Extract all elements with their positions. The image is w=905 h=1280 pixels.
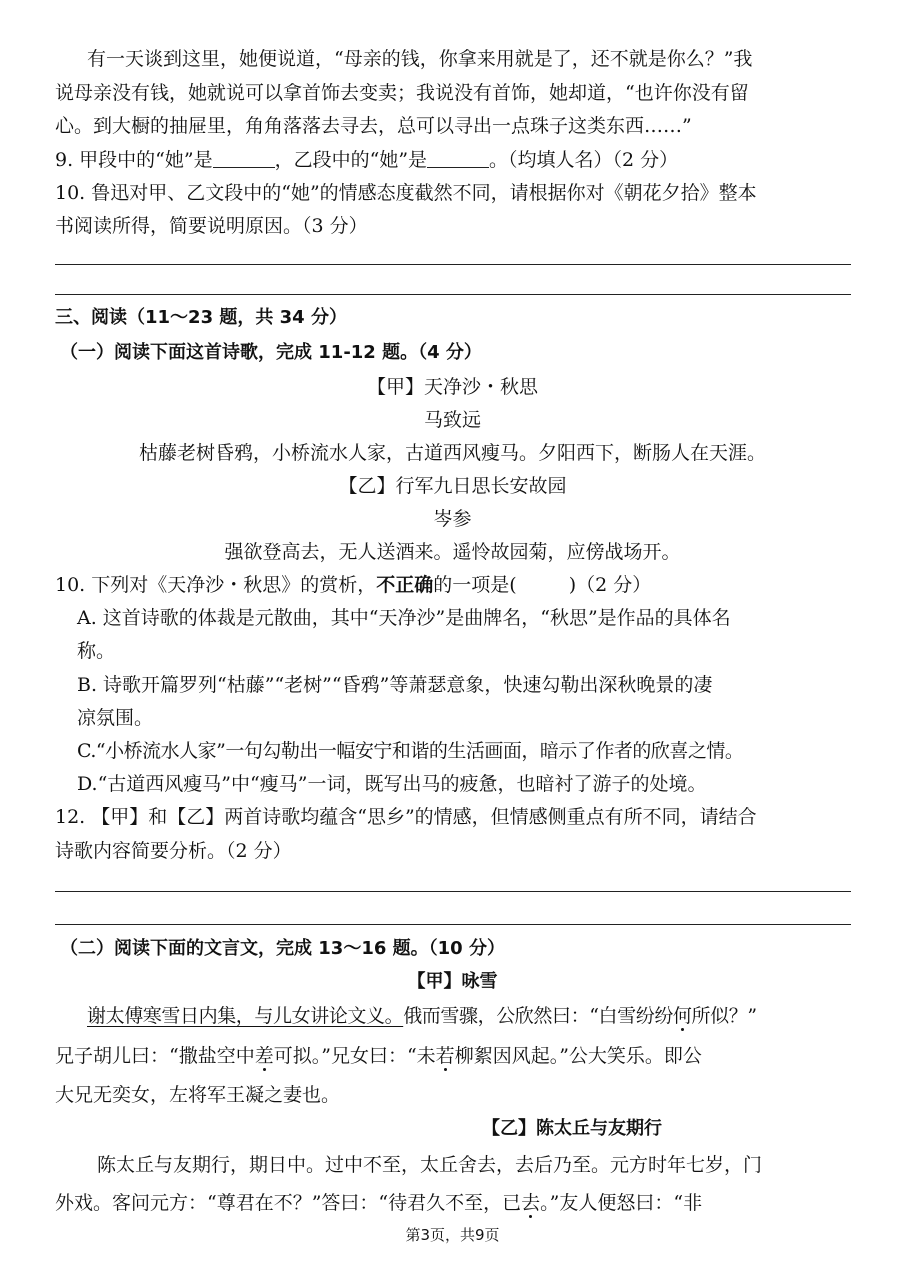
option-d: D.“古道西风瘦马”中“瘦马”一词，既写出马的疲惫，也暗衬了游子的处境。 [77,773,707,795]
question-9 [55,147,678,173]
text-a-line-2 [55,1043,702,1069]
text-a-line-1 [87,1003,757,1029]
text-a-title: 【甲】咏雪 [407,971,498,992]
answer-line-q10-2[interactable] [55,294,851,295]
poem-b-title: 【乙】行军九日思长安故园 [338,475,567,497]
text-a-line-1-pre: 俄而雪骤，公欣然曰：“白雪纷纷 [403,1005,673,1027]
page-number: 第3页，共9页 [405,1226,500,1244]
text-a-line-2-pre: 兄子胡儿曰：“撒盐空中 [55,1045,255,1067]
question-11-stem-mid: 的一项是( [433,574,517,596]
dotted-char-qu: 去 [521,1192,541,1214]
underlined-sentence: 谢太傅寒雪日内集，与儿女讲论文义。 [87,1005,404,1027]
answer-line-q10-1[interactable] [55,264,851,265]
text-a-line-1-post: 所似？” [691,1005,757,1027]
question-11-stem-pre: 10. 下列对《天净沙・秋思》的赏析， [55,574,377,596]
text-a-line-2-post: 柳絮因风起。”公大笑乐。即公 [454,1045,702,1067]
option-a-line-1: A. 这首诗歌的体裁是元散曲，其中“天净沙”是曲牌名，“秋思”是作品的具体名 [77,607,731,629]
poem-a-text: 枯藤老树昏鸦，小桥流水人家，古道西风瘦马。夕阳西下，断肠人在天涯。 [138,442,766,464]
text-b-title: 【乙】陈太丘与友期行 [482,1118,662,1139]
question-12-line-1: 12. 【甲】和【乙】两首诗歌均蕴含“思乡”的情感，但情感侧重点有所不同，请结合 [55,806,757,828]
option-c: C.“小桥流水人家”一句勾勒出一幅安宁和谐的生活画面，暗示了作者的欣喜之情。 [77,740,744,762]
poem-b-author: 岑参 [433,508,472,530]
question-12-line-2: 诗歌内容简要分析。（2 分） [55,840,292,862]
part-1-heading: （一）阅读下面这首诗歌，完成 11-12 题。（4 分） [60,342,482,363]
text-a-line-2-mid: 可拟。”兄女曰：“未 [273,1045,436,1067]
text-a-line-3: 大兄无奕女，左将军王凝之妻也。 [55,1084,341,1106]
text-b-line-2 [55,1190,702,1216]
text-b-line-1: 陈太丘与友期行，期日中。过中不至，太丘舍去，去后乃至。元方时年七岁，门 [97,1154,763,1176]
section-3-heading: 三、阅读（11～23 题，共 34 分） [55,307,347,328]
question-11-stem-post: )（2 分） [568,574,652,596]
question-9-part-3: 。（均填人名）（2 分） [489,149,679,171]
text-b-line-2-post: 。”友人便怒曰：“非 [540,1192,703,1214]
question-9-part-1: 9. 甲段中的“她”是 [55,149,213,171]
passage-line-3: 心。到大橱的抽屉里，角角落落去寻去，总可以寻出一点珠子这类东西……” [55,115,692,137]
poem-a-title: 【甲】天净沙・秋思 [366,376,538,398]
answer-line-q12-2[interactable] [55,924,851,925]
question-9-part-2: ，乙段中的“她”是 [274,149,428,171]
dotted-char-cha: 差 [254,1045,274,1067]
dotted-char-he: 何 [672,1005,692,1027]
option-b-line-2: 凉氛围。 [77,707,154,729]
passage-line-1: 有一天谈到这里，她便说道，“母亲的钱，你拿来用就是了，还不就是你么？”我 [87,48,753,70]
option-a-line-2: 称。 [77,640,116,662]
answer-blank-2[interactable] [427,149,489,168]
answer-blank-1[interactable] [213,149,275,168]
question-11-stem-bold: 不正确 [376,574,434,596]
option-b-line-1: B. 诗歌开篇罗列“枯藤”“老树”“昏鸦”等萧瑟意象，快速勾勒出深秋晚景的凄 [77,674,713,696]
passage-line-2: 说母亲没有钱，她就说可以拿首饰去变卖；我说没有首饰，她却道，“也许你没有留 [55,82,749,104]
question-10-line-1: 10. 鲁迅对甲、乙文段中的“她”的情感态度截然不同，请根据你对《朝花夕拾》整本 [55,182,757,204]
question-10-line-2: 书阅读所得，简要说明原因。（3 分） [55,215,368,237]
answer-line-q12-1[interactable] [55,891,851,892]
poem-a-author: 马致远 [423,409,481,431]
poem-b-text: 强欲登高去，无人送酒来。遥怜故园菊，应傍战场开。 [224,541,681,563]
text-b-line-2-pre: 外戏。客问元方：“尊君在不？”答曰：“待君久不至，已 [55,1192,522,1214]
dotted-char-ruo: 若 [435,1045,455,1067]
part-2-heading: （二）阅读下面的文言文，完成 13～16 题。（10 分） [60,938,505,959]
question-11-stem [55,572,651,598]
